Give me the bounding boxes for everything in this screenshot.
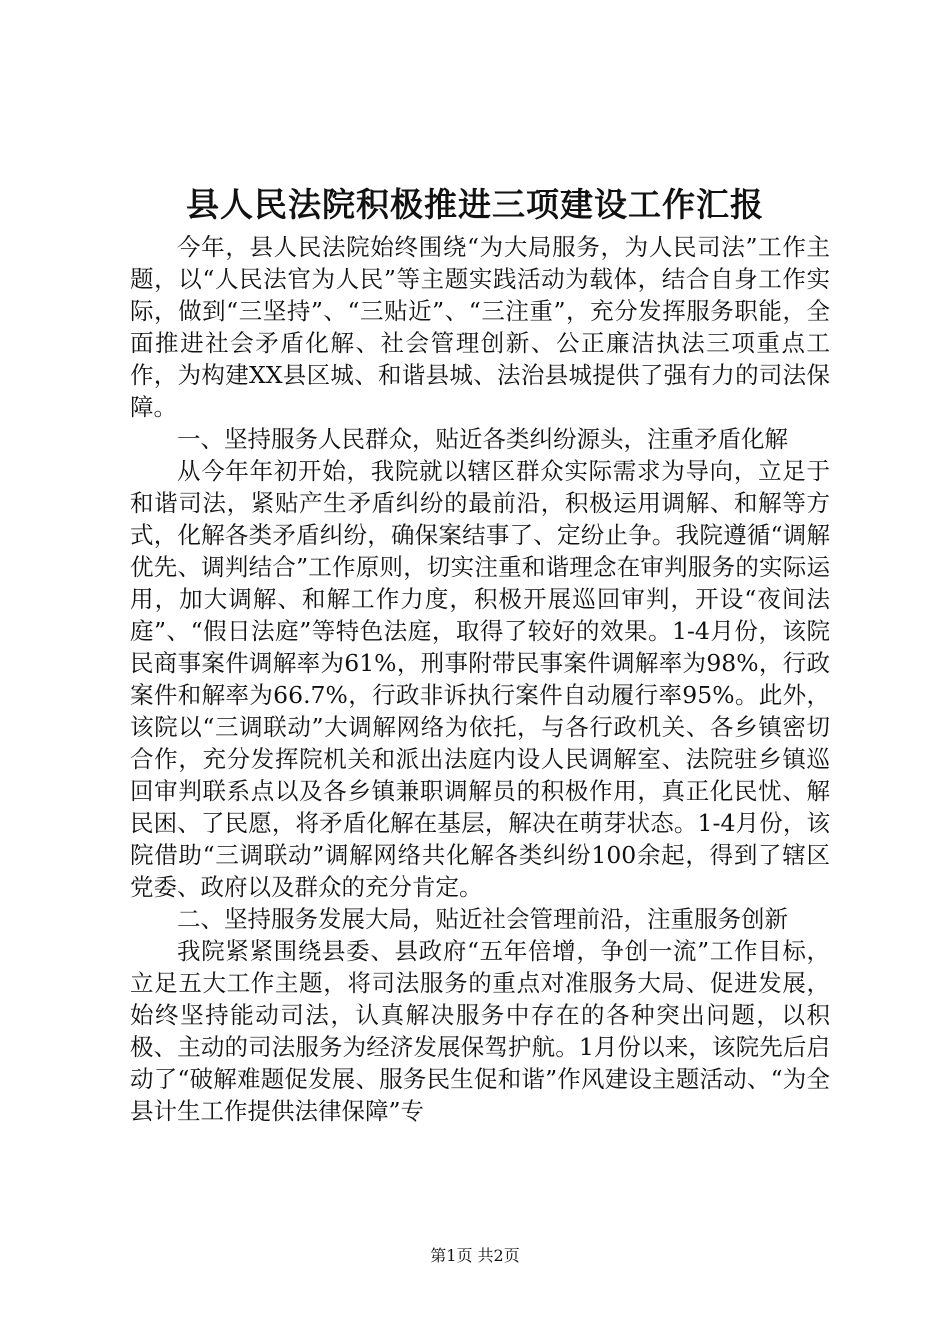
document-body [130, 231, 830, 1127]
section-heading-2: 二、坚持服务发展大局，贴近社会管理前沿，注重服务创新 [177, 905, 788, 933]
section-heading-1: 一、坚持服务人民群众，贴近各类纠纷源头，注重矛盾化解 [177, 425, 788, 453]
page-footer: 第1页 共2页 [430, 1246, 520, 1265]
paragraph-section-2: 我院紧紧围绕县委、县政府“五年倍增，争创一流”工作目标，立足五大工作主题，将司法服务的重点对准服务大局、促进发展，始终坚持能动司法，认真解决服务中存在的各种突出问题，以积极、主动的司法服务为经济发展保驾护航。1月份以来，该院先后启动了“破解难题促发展、服务民生促和谐”作风建设主题活动、“为全县计生工作提供法律保障”专 [130, 937, 830, 1125]
paragraph-section-1: 从今年年初开始，我院就以辖区群众实际需求为导向，立足于和谐司法，紧贴产生矛盾纠纷的最前沿，积极运用调解、和解等方式，化解各类矛盾纠纷，确保案结事了、定纷止争。我院遵循“调解优先、调判结合”工作原则，切实注重和谐理念在审判服务的实际运用，加大调解、和解工作力度，积极开展巡回审判，开设“夜间法庭”、“假日法庭”等特色法庭，取得了较好的效果。1-4月份，该院民商事案件调解率为61%，刑事附带民事案件调解率为98%，行政案件和解率为66.7%，行政非诉执行案件自动履行率95%。此外，该院以“三调联动”大调解网络为依托，与各行政机关、各乡镇密切合作，充分发挥院机关和派出法庭内设人民调解室、法院驻乡镇巡回审判联系点以及各乡镇兼职调解员的积极作用，真正化民忧、解民困、了民愿，将矛盾化解在基层，解决在萌芽状态。1-4月份，该院借助“三调联动”调解网络共化解各类纠纷100余起，得到了辖区党委、政府以及群众的充分肯定。 [130, 457, 830, 901]
paragraph-intro: 今年，县人民法院始终围绕“为大局服务，为人民司法”工作主题，以“人民法官为人民”等主题实践活动为载体，结合自身工作实际，做到“三坚持”、“三贴近”、“三注重”，充分发挥服务职能，全面推进社会矛盾化解、社会管理创新、公正廉洁执法三项重点工作，为构建XX县区城、和谐县城、法治县城提供了强有力的司法保障。 [130, 233, 830, 421]
document-title: 县人民法院积极推进三项建设工作汇报 [186, 185, 764, 224]
